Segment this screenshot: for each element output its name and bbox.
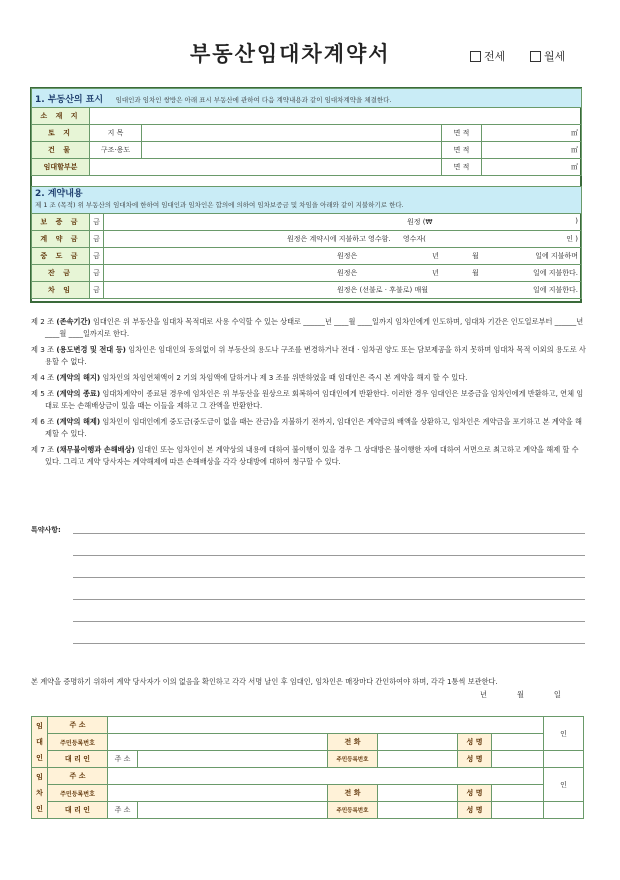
tenant-agent-seal-cell xyxy=(544,802,584,819)
tenant-name-field[interactable] xyxy=(492,785,544,802)
clause-6 xyxy=(31,416,587,440)
deposit-text: 원정 (₩ xyxy=(407,218,433,226)
rent-label: 차 임 xyxy=(32,282,90,299)
interim-month: 월 xyxy=(472,252,479,260)
property-table xyxy=(31,88,582,176)
tenant-reg-field[interactable] xyxy=(108,785,328,802)
tenant-address-field[interactable] xyxy=(108,768,544,785)
leased-area-label: 면 적 xyxy=(442,159,482,176)
clause-5-title: (계약의 종료) xyxy=(56,389,101,398)
leased-area-field[interactable]: ㎡ xyxy=(482,159,582,176)
special-line-6[interactable] xyxy=(73,643,585,644)
interim-text: 원정은 xyxy=(337,252,358,260)
clause-2 xyxy=(31,316,587,340)
interim-prefix: 금 xyxy=(90,248,104,265)
interim-label: 중 도 금 xyxy=(32,248,90,265)
clause-6-title: (계약의 해제) xyxy=(56,417,101,426)
clause-4-number: 제 4 조 xyxy=(31,373,55,382)
landlord-agent-reg-field[interactable] xyxy=(378,751,458,768)
clause-4 xyxy=(31,372,587,384)
landlord-address-label: 주 소 xyxy=(48,717,108,734)
special-terms-label: 특약사항: xyxy=(31,526,61,534)
tenant-agent-reg-label: 주민등록번호 xyxy=(328,802,378,819)
tenant-agent-name-label: 성 명 xyxy=(458,802,492,819)
clause-3 xyxy=(31,344,587,368)
landlord-reg-field[interactable] xyxy=(108,734,328,751)
tenant-address-label: 주 소 xyxy=(48,768,108,785)
tenant-agent-reg-field[interactable] xyxy=(378,802,458,819)
option-jeonse-label: 전세 xyxy=(484,50,506,63)
checkbox-wolse[interactable] xyxy=(530,51,541,62)
location-field[interactable] xyxy=(90,108,582,125)
receiver-seal: 인 ) xyxy=(566,235,578,243)
landlord-agent-label: 대 리 인 xyxy=(48,751,108,768)
balance-year: 년 xyxy=(432,269,439,277)
landlord-agent-reg-label: 주민등록번호 xyxy=(328,751,378,768)
checkbox-jeonse[interactable] xyxy=(470,51,481,62)
contract-deposit-text: 원정은 계약시에 지불하고 영수함. xyxy=(287,235,391,243)
section1-heading: 1. 부동산의 표시 xyxy=(35,94,104,105)
interim-tail: 일에 지불하며 xyxy=(535,252,578,260)
landlord-agent-address-field[interactable] xyxy=(138,751,328,768)
clause-4-body: 임차인의 차임연체액이 2 기의 차임액에 달하거나 제 3 조를 위반하였을 때 임대인은 즉시 본 계약을 해지 할 수 있다. xyxy=(102,373,468,382)
land-label: 토 지 xyxy=(32,125,90,142)
landlord-phone-field[interactable] xyxy=(378,734,458,751)
deposit-label: 보 증 금 xyxy=(32,214,90,231)
balance-prefix: 금 xyxy=(90,265,104,282)
clause-3-number: 제 3 조 xyxy=(31,345,55,354)
section1-intro: 임대인과 임차인 쌍방은 아래 표시 부동산에 관하여 다음 계약내용과 같이 임대차계약을 체결한다. xyxy=(115,95,392,104)
clause-4-title: (계약의 해지) xyxy=(56,373,101,382)
clause-5 xyxy=(31,388,587,412)
clause-3-body: 임차인은 임대인의 동의없이 위 부동산의 용도나 구조를 변경하거나 전대 · 임차권 양도 또는 담보제공을 하지 못하며 임대차 목적 이외의 용도로 사용할 수 없다. xyxy=(45,345,586,366)
deposit-field[interactable] xyxy=(104,214,582,231)
clause-6-body: 임차인이 임대인에게 중도금(중도금이 없을 때는 잔금)을 지불하기 전까지, 임대인은 계약금의 배액을 상환하고, 임차인은 계약금을 포기하고 본 계약을 해제할 수 있다. xyxy=(45,417,582,438)
building-structure-label: 구조·용도 xyxy=(90,142,142,159)
landlord-seal: 인 xyxy=(544,717,584,751)
special-line-4[interactable] xyxy=(73,599,585,600)
tenant-agent-address-label: 주 소 xyxy=(108,802,138,819)
section2-header xyxy=(32,187,582,214)
clause-7-number: 제 7 조 xyxy=(31,445,55,454)
landlord-agent-seal-cell xyxy=(544,751,584,768)
receiver-label: 영수자( xyxy=(402,235,426,243)
special-line-3[interactable] xyxy=(73,577,585,578)
clause-2-number: 제 2 조 xyxy=(31,317,55,326)
location-label: 소 재 지 xyxy=(32,108,90,125)
contract-deposit-field[interactable] xyxy=(104,231,582,248)
clause-7 xyxy=(31,444,587,468)
contract-deposit-label: 계 약 금 xyxy=(32,231,90,248)
landlord-agent-name-label: 성 명 xyxy=(458,751,492,768)
section2-intro: 제 1 조 (목적) 위 부동산의 임대차에 한하여 임대인과 임차인은 합의에 의하여 임차보증금 및 차임을 아래와 같이 지불하기로 한다. xyxy=(35,201,404,209)
balance-text: 원정은 xyxy=(337,269,358,277)
land-category-field[interactable] xyxy=(142,125,442,142)
tenant-reg-label: 주민등록번호 xyxy=(48,785,108,802)
landlord-reg-label: 주민등록번호 xyxy=(48,734,108,751)
balance-month: 월 xyxy=(472,269,479,277)
clause-2-title: (존속기간) xyxy=(56,317,91,326)
deposit-prefix: 금 xyxy=(90,214,104,231)
special-line-2[interactable] xyxy=(73,555,585,556)
tenant-seal: 인 xyxy=(544,768,584,802)
clause-7-body: 임대인 또는 임차인이 본 계약상의 내용에 대하여 불이행이 있을 경우 그 상대방은 불이행한 자에 대하여 서면으로 최고하고 계약을 해제 할 수 있다. 그리고 계약 당사자는 계약해제에 따른 손해배상을 각각 상대방에 대하여 청구할 수 있다. xyxy=(45,445,579,466)
date-year: 년 xyxy=(480,690,487,699)
landlord-phone-label: 전 화 xyxy=(328,734,378,751)
landlord-name-field[interactable] xyxy=(492,734,544,751)
tenant-phone-label: 전 화 xyxy=(328,785,378,802)
title-row xyxy=(0,34,620,74)
parties-table xyxy=(31,716,584,819)
landlord-side-label: 임대인 xyxy=(32,717,48,768)
building-structure-field[interactable] xyxy=(142,142,442,159)
tenant-agent-name-field[interactable] xyxy=(492,802,544,819)
balance-field[interactable] xyxy=(104,265,582,282)
tenant-agent-label: 대 리 인 xyxy=(48,802,108,819)
section2-heading: 2. 계약내용 xyxy=(35,189,83,199)
clause-5-number: 제 5 조 xyxy=(31,389,55,398)
leased-part-label: 임대할부분 xyxy=(32,159,90,176)
land-area-field[interactable]: ㎡ xyxy=(482,125,582,142)
clause-2-body: 임대인은 위 부동산을 임대차 목적대로 사용 수익할 수 있는 상태로 ______년 ____월 ____일까지 임차인에게 인도하며, 임대차 기간은 인도일로부터 ______년 ____월 ____일까지로 한다. xyxy=(45,317,584,338)
leased-part-field[interactable] xyxy=(90,159,442,176)
interim-year: 년 xyxy=(432,252,439,260)
tenant-name-label: 성 명 xyxy=(458,785,492,802)
clause-7-title: (채무불이행과 손해배상) xyxy=(56,445,135,454)
clause-3-title: (용도변경 및 전대 등) xyxy=(56,345,126,354)
building-label: 건 물 xyxy=(32,142,90,159)
building-area-label: 면 적 xyxy=(442,142,482,159)
contract-deposit-prefix: 금 xyxy=(90,231,104,248)
deposit-end: ) xyxy=(575,217,578,225)
option-wolse-label: 월세 xyxy=(544,50,566,63)
landlord-name-label: 성 명 xyxy=(458,734,492,751)
rent-text: 원정은 (선불로 · 후불로) 매월 xyxy=(337,286,428,294)
date-day: 일 xyxy=(553,690,561,699)
landlord-agent-address-label: 주 소 xyxy=(108,751,138,768)
option-wolse[interactable] xyxy=(530,48,565,64)
date-month: 월 xyxy=(516,690,524,699)
closing-statement: 본 계약을 증명하기 위하여 계약 당사자가 이의 없음을 확인하고 각각 서명 날인 후 임대인, 임차인은 매장마다 간인하여야 하며, 각각 1통씩 보관한다. xyxy=(31,677,498,686)
tenant-side-label: 임차인 xyxy=(32,768,48,819)
clauses-block xyxy=(31,316,587,472)
clause-5-body: 임대차계약이 종료된 경우에 임차인은 위 부동산을 원상으로 회복하여 임대인에게 반환한다. 이러한 경우 임대인은 보증금을 임차인에게 반환하고, 연체 임대료 또는 손해배상금이 있을 때는 이들을 제하고 그 잔액을 반환한다. xyxy=(45,389,584,410)
tenant-agent-address-field[interactable] xyxy=(138,802,328,819)
document-title: 부동산임대차계약서 xyxy=(190,42,391,66)
special-line-5[interactable] xyxy=(73,621,585,622)
section1-header xyxy=(32,89,582,108)
interim-field[interactable] xyxy=(104,248,582,265)
landlord-agent-name-field[interactable] xyxy=(492,751,544,768)
land-category-label: 지 목 xyxy=(90,125,142,142)
building-area-field[interactable]: ㎡ xyxy=(482,142,582,159)
special-line-1[interactable] xyxy=(73,533,585,534)
tenant-phone-field[interactable] xyxy=(378,785,458,802)
balance-label: 잔 금 xyxy=(32,265,90,282)
balance-tail: 일에 지불한다. xyxy=(532,269,578,277)
clause-6-number: 제 6 조 xyxy=(31,417,55,426)
land-area-label: 면 적 xyxy=(442,125,482,142)
option-jeonse[interactable] xyxy=(470,48,505,64)
terms-table xyxy=(31,186,582,299)
landlord-address-field[interactable] xyxy=(108,717,544,734)
contract-date xyxy=(480,690,561,700)
rent-prefix: 금 xyxy=(90,282,104,299)
rent-tail: 일에 지불한다. xyxy=(532,286,578,294)
rent-field[interactable] xyxy=(104,282,582,299)
